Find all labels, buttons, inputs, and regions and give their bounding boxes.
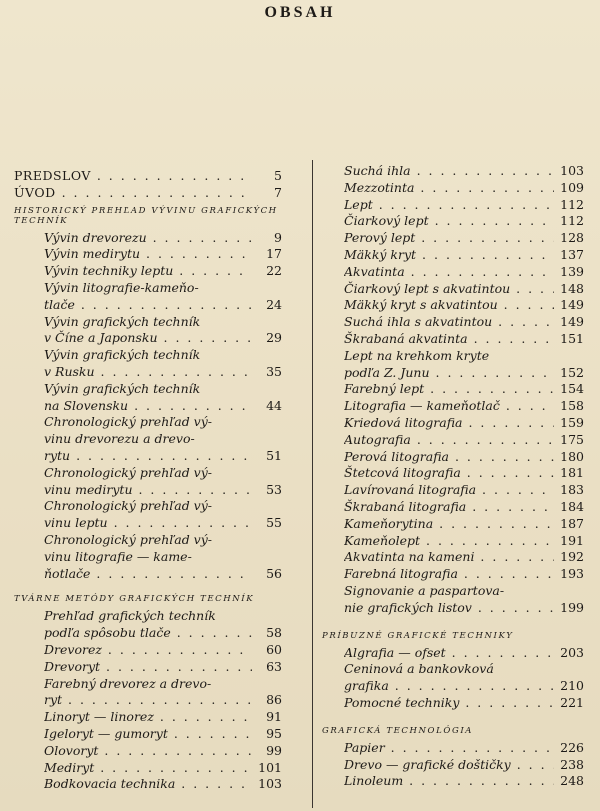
- toc-entry[interactable]: [344, 661, 584, 695]
- toc-entry[interactable]: [14, 280, 282, 314]
- toc-entry[interactable]: [14, 776, 282, 793]
- left-column: [14, 168, 282, 793]
- toc-entry[interactable]: [344, 163, 584, 180]
- toc-entry-page: 103: [258, 776, 282, 792]
- toc-entry-title: Farebný lept . . .: [344, 381, 554, 398]
- toc-entry-page: 139: [560, 263, 584, 279]
- toc-entry-title: Signovanie a paspartova- nie grafických listov . . .: [344, 583, 554, 617]
- toc-entry[interactable]: [344, 566, 584, 583]
- toc-entry-page: 159: [560, 414, 584, 430]
- toc-entry-page: 199: [560, 599, 584, 615]
- toc-entry-title: Mezzotinta . . .: [344, 180, 554, 197]
- continued-entries: [344, 163, 584, 617]
- toc-entry[interactable]: [14, 532, 282, 582]
- toc-entry[interactable]: [14, 185, 282, 202]
- toc-entry-title: Linoryt — linorez . . .: [44, 709, 252, 726]
- toc-entry-title: Akvatinta na kameni . . .: [344, 549, 554, 566]
- toc-entry[interactable]: [14, 642, 282, 659]
- toc-entry-title: Papier . . .: [344, 740, 554, 757]
- toc-entry[interactable]: [14, 230, 282, 247]
- toc-entry-page: 248: [560, 773, 584, 789]
- toc-entry[interactable]: [344, 516, 584, 533]
- toc-entry[interactable]: [344, 499, 584, 516]
- toc-entry-page: 149: [560, 314, 584, 330]
- toc-entry-title: Vývin drevorezu . . .: [44, 230, 252, 247]
- toc-entry-title: Suchá ihla s akvatintou . . .: [344, 314, 554, 331]
- toc-entry-title: Kameňorytina . . .: [344, 516, 554, 533]
- toc-entry-title: Suchá ihla . . .: [344, 163, 554, 180]
- toc-entry-title: Litografia — kameňotlač . . .: [344, 398, 554, 415]
- toc-entry[interactable]: [14, 726, 282, 743]
- toc-entry[interactable]: [344, 398, 584, 415]
- toc-entry-title: Bodkovacia technika . . .: [44, 776, 252, 793]
- toc-entry-page: 101: [258, 759, 282, 775]
- toc-entry-page: 210: [560, 678, 584, 694]
- toc-entry-title: Mäkký kryt . . .: [344, 247, 554, 264]
- toc-entry-title: Vývin techniky leptu . . .: [44, 263, 252, 280]
- toc-entry[interactable]: [14, 465, 282, 499]
- toc-entry-page: 181: [560, 465, 584, 481]
- toc-entry-title: Autografia . . .: [344, 432, 554, 449]
- toc-entry[interactable]: [344, 314, 584, 331]
- toc-entry-page: 128: [560, 230, 584, 246]
- toc-entry[interactable]: [14, 168, 282, 185]
- toc-entry[interactable]: [14, 760, 282, 777]
- toc-entry[interactable]: [14, 381, 282, 415]
- toc-entry[interactable]: [344, 583, 584, 617]
- toc-entry-page: 184: [560, 498, 584, 514]
- toc-entry-title: ÚVOD . . .: [14, 185, 252, 202]
- toc-entry-title: Perová litografia . . .: [344, 449, 554, 466]
- toc-entry[interactable]: [344, 695, 584, 712]
- toc-entry-title: Farebná litografia . . .: [344, 566, 554, 583]
- toc-entry[interactable]: [344, 381, 584, 398]
- toc-entry-title: Kriedová litografia . . .: [344, 415, 554, 432]
- section-title-methods: TVÁRNE METÓDY GRAFICKÝCH TECHNÍK: [14, 594, 255, 605]
- toc-entry[interactable]: [14, 263, 282, 280]
- toc-entry[interactable]: [344, 331, 584, 348]
- toc-entry[interactable]: [344, 247, 584, 264]
- toc-entry-title: Linoleum . . .: [344, 773, 554, 790]
- toc-entry-title: Mäkký kryt s akvatintou . . .: [344, 297, 554, 314]
- toc-entry-page: 109: [560, 179, 584, 195]
- toc-entry-page: 56: [266, 565, 282, 581]
- toc-entry[interactable]: [344, 757, 584, 774]
- toc-entry-page: 63: [266, 658, 282, 674]
- section-title-technology: GRAFICKÁ TECHNOLÓGIA: [322, 725, 474, 736]
- toc-entry-page: 180: [560, 448, 584, 464]
- toc-entry-title: Mediryt . . .: [44, 760, 252, 777]
- toc-entry-page: 44: [266, 397, 282, 413]
- toc-entry-title: Vývin grafických techník na Slovensku . . .: [44, 381, 252, 415]
- toc-entry[interactable]: [14, 743, 282, 760]
- toc-entry-page: 5: [274, 168, 282, 183]
- toc-entry-title: Chronologický prehľad vý- vinu litografie — kame- ňotlače . . .: [44, 532, 252, 582]
- toc-entry-page: 149: [560, 297, 584, 313]
- toc-entry[interactable]: [14, 709, 282, 726]
- toc-entry-page: 151: [560, 330, 584, 346]
- toc-entry-title: Štetcová litografia . . .: [344, 465, 554, 482]
- toc-entry-title: Drevoryt . . .: [44, 659, 252, 676]
- toc-entry-title: PREDSLOV . . .: [14, 168, 252, 185]
- toc-entry-title: Drevo — grafické doštičky . . .: [344, 757, 554, 774]
- toc-entry[interactable]: [344, 465, 584, 482]
- toc-entry-title: Lept . . .: [344, 197, 554, 214]
- section-historical-entries: [14, 230, 282, 583]
- toc-entry-page: 191: [560, 532, 584, 548]
- toc-entry-page: 112: [560, 213, 584, 229]
- toc-entry-page: 58: [266, 625, 282, 641]
- toc-entry-title: Igeloryt — gumoryt . . .: [44, 726, 252, 743]
- toc-entry-page: 187: [560, 515, 584, 531]
- toc-entry[interactable]: [344, 264, 584, 281]
- toc-entry[interactable]: [14, 676, 282, 710]
- toc-entry[interactable]: [14, 414, 282, 464]
- column-divider: [312, 160, 313, 808]
- toc-entry-title: Drevorez . . .: [44, 642, 252, 659]
- toc-entry-page: 22: [266, 263, 282, 279]
- page-title: OBSAH: [264, 4, 336, 21]
- toc-entry-title: Čiarkový lept s akvatintou . . .: [344, 281, 554, 298]
- toc-entry[interactable]: [344, 230, 584, 247]
- section-title-historical: HISTORICKÝ PREHĽAD VÝVINU GRAFICKÝCH TECHNÍK: [14, 205, 278, 226]
- toc-entry-title: Lavírovaná litografia . . .: [344, 482, 554, 499]
- toc-entry-title: Škrabaná akvatinta . . .: [344, 331, 554, 348]
- toc-entry[interactable]: [344, 549, 584, 566]
- toc-entry-page: 24: [266, 296, 282, 312]
- toc-entry-page: 86: [266, 692, 282, 708]
- toc-entry[interactable]: [344, 415, 584, 432]
- toc-entry-page: 53: [266, 481, 282, 497]
- section-technology-entries: [344, 740, 584, 790]
- toc-entry-title: Vývin litografie-kameňo- tlače . . .: [44, 280, 252, 314]
- toc-entry-title: Vývin grafických techník v Rusku . . .: [44, 347, 252, 381]
- section-methods-entries: [14, 608, 282, 793]
- toc-entry-page: 226: [560, 739, 584, 755]
- toc-entry[interactable]: [344, 740, 584, 757]
- toc-entry-page: 99: [266, 742, 282, 758]
- toc-entry-page: 154: [560, 381, 584, 397]
- toc-entry-page: 158: [560, 398, 584, 414]
- toc-entry-page: 112: [560, 196, 584, 212]
- toc-entry-page: 103: [560, 163, 584, 178]
- toc-entry-page: 183: [560, 482, 584, 498]
- toc-entry-page: 175: [560, 431, 584, 447]
- toc-entry[interactable]: [14, 314, 282, 348]
- toc-entry[interactable]: [14, 246, 282, 263]
- toc-entry[interactable]: [344, 773, 584, 790]
- toc-entry-page: 51: [266, 447, 282, 463]
- top-entries: [14, 168, 282, 202]
- toc-entry-title: Chronologický prehľad vý- vinu medirytu . . .: [44, 465, 252, 499]
- toc-entry-page: 238: [560, 756, 584, 772]
- toc-entry[interactable]: [344, 432, 584, 449]
- toc-entry-title: Vývin grafických techník v Číne a Japonsku . . .: [44, 314, 252, 348]
- toc-entry-title: Lept na krehkom kryte podľa Z. Junu . . .: [344, 348, 554, 382]
- toc-entry[interactable]: [344, 645, 584, 662]
- toc-entry-title: Akvatinta . . .: [344, 264, 554, 281]
- toc-entry-page: 17: [266, 246, 282, 262]
- section-title-related: PRÍBUZNÉ GRAFICKÉ TECHNIKY: [322, 630, 514, 641]
- toc-entry-title: Olovoryt . . .: [44, 743, 252, 760]
- toc-entry-title: Algrafia — ofset . . .: [344, 645, 554, 662]
- toc-entry[interactable]: [344, 213, 584, 230]
- toc-entry[interactable]: [344, 449, 584, 466]
- toc-entry-page: 193: [560, 566, 584, 582]
- section-related-entries: [344, 645, 584, 712]
- toc-entry-page: 137: [560, 246, 584, 262]
- toc-entry[interactable]: [344, 197, 584, 214]
- toc-entry[interactable]: [344, 482, 584, 499]
- toc-entry-page: 148: [560, 280, 584, 296]
- toc-entry-title: Chronologický prehľad vý- vinu drevorezu a drevo- rytu . . .: [44, 414, 252, 464]
- toc-entry-title: Chronologický prehľad vý- vinu leptu . . .: [44, 498, 252, 532]
- toc-entry-title: Pomocné techniky . . .: [344, 695, 554, 712]
- toc-entry[interactable]: [344, 533, 584, 550]
- toc-entry-title: Perový lept . . .: [344, 230, 554, 247]
- toc-entry-title: Kameňolept . . .: [344, 533, 554, 550]
- toc-entry[interactable]: [344, 297, 584, 314]
- toc-entry[interactable]: [14, 498, 282, 532]
- toc-entry[interactable]: [14, 608, 282, 642]
- toc-entry-title: Škrabaná litografia . . .: [344, 499, 554, 516]
- toc-entry-page: 9: [274, 229, 282, 245]
- toc-entry-page: 152: [560, 364, 584, 380]
- toc-entry[interactable]: [344, 281, 584, 298]
- toc-entry[interactable]: [14, 659, 282, 676]
- toc-entry-title: Farebný drevorez a drevo- ryt . . .: [44, 676, 252, 710]
- toc-entry[interactable]: [14, 347, 282, 381]
- toc-entry-page: 7: [274, 184, 282, 200]
- toc-entry[interactable]: [344, 180, 584, 197]
- toc-entry-page: 192: [560, 549, 584, 565]
- toc-entry-title: Prehľad grafických techník podľa spôsobu tlače . . .: [44, 608, 252, 642]
- toc-entry-page: 35: [266, 363, 282, 379]
- toc-entry-page: 91: [266, 709, 282, 725]
- toc-entry-page: 221: [560, 694, 584, 710]
- toc-entry-page: 95: [266, 725, 282, 741]
- toc-entry-title: Vývin medirytu . . .: [44, 246, 252, 263]
- right-column: [322, 163, 584, 790]
- toc-entry-page: 55: [266, 515, 282, 531]
- toc-entry-page: 203: [560, 644, 584, 660]
- toc-entry-title: Čiarkový lept . . .: [344, 213, 554, 230]
- toc-entry-title: Ceninová a bankovková grafika . . .: [344, 661, 554, 695]
- toc-entry[interactable]: [344, 348, 584, 382]
- toc-entry-page: 29: [266, 330, 282, 346]
- toc-entry-page: 60: [266, 641, 282, 657]
